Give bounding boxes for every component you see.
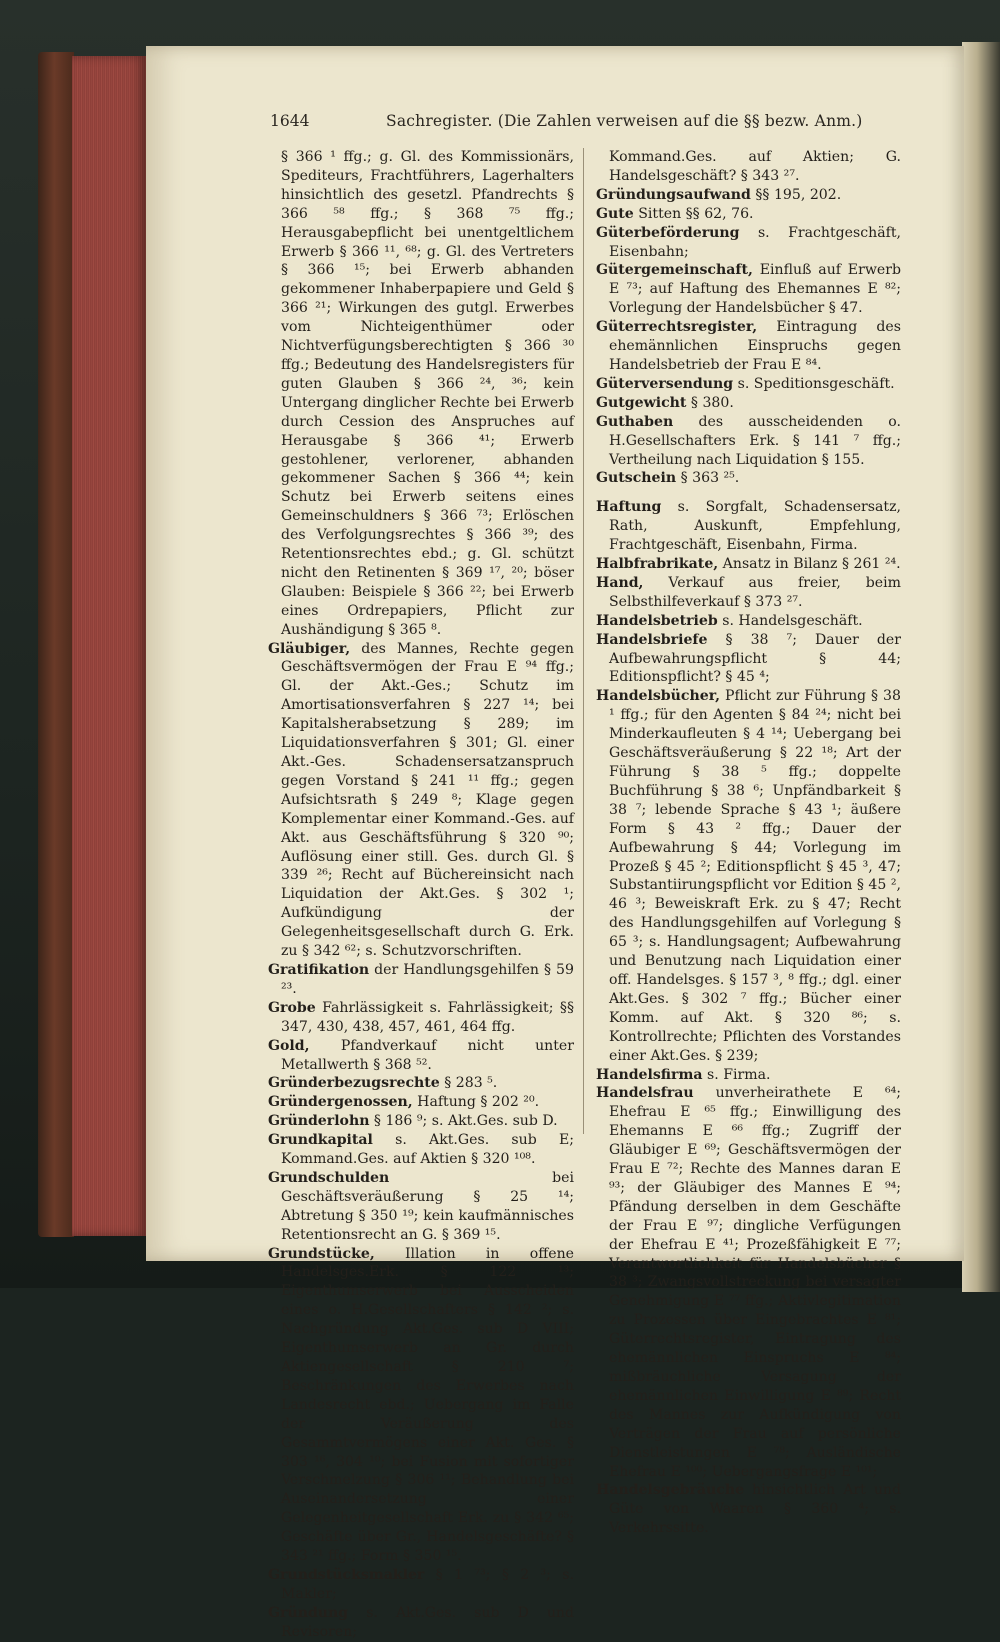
- entry-text: §§ 195, 202.: [750, 186, 842, 203]
- entry-text: § 380.: [686, 394, 734, 411]
- index-entry: [268, 999, 574, 1037]
- index-entry: [268, 1131, 574, 1169]
- entry-headword: Güterbeförderung: [596, 224, 740, 241]
- entry-text: s. Akt.Ges. sub D und Revisoren;: [281, 1604, 574, 1640]
- entry-headword: Gründergenossen,: [268, 1094, 413, 1111]
- book-cover-edge: [38, 52, 74, 1237]
- index-entry: [596, 261, 901, 318]
- index-entry: [596, 1066, 901, 1085]
- entry-text: des Mannes, Rechte gegen Geschäftsvermögen der Frau E ⁹⁴ ffg.; Gl. der Akt.-Ges.; Schutz im Amortisationsverfahren § 227 ¹⁴; bei Kapitalsherabsetzung § 289; im Liquidationsverfahren § 301; Gl. einer Akt.-Ges. Schadensersatzanspruch gegen Vorstand § 241 ¹¹ ffg.; gegen Aufsichtsrath § 249 ⁸; Klage gegen Komplementar einer Kommand.-Ges. auf Akt. aus Geschäftsführung § 320 ⁹⁰; Auflösung einer still. Ges. durch Gl. § 339 ²⁶; Recht auf Büchereinsicht nach Liquidation der Akt.Ges. § 302 ¹; Aufkündigung der Gelegenheitsgesellschaft durch G. Erk. zu § 342 ⁶²; s. Schutzvorschriften.: [281, 640, 574, 960]
- entry-headword: Hand,: [596, 574, 644, 591]
- entry-headword: Grobe: [268, 999, 316, 1016]
- entry-text: Pfandverkauf nicht unter Metallwerth § 368 ⁵².: [281, 1037, 574, 1073]
- entry-text: Pflicht zur Führung § 38 ¹ ffg.; für den Agenten § 84 ²⁴; nicht bei Minderkaufleuten § 4 ¹⁴; Uebergang bei Geschäftsveräußerung § 22 ¹⁸; Art der Führung § 38 ⁵ ffg.; doppelte Buchführung § 38 ⁶; Unpfändbarkeit § 38 ⁷; lebende Sprache § 43 ¹; äußere Form § 43 ² ffg.; Dauer der Aufbewahrung § 44; Vorlegung im Prozeß § 45 ²; Editionspflicht § 45 ³, 47; Substantiirungspflicht vor Edition § 45 ², 46 ³; Beweiskraft Erk. zu § 47; Recht des Handlungsgehilfen auf Vorlegung § 65 ³; s. Handlungsagent; Aufbewahrung und Benutzung nach Liquidation einer off. Handelsges. § 157 ³, ⁸ ffg.; dgl. einer Akt.Ges. § 302 ⁷ ffg.; Bücher einer Komm. auf Akt. § 320 ⁸⁶; s. Kontrollrechte; Pflichten des Vorstandes einer Akt.Ges. § 239;: [609, 688, 901, 1064]
- index-entry: [596, 186, 901, 205]
- entry-headword: Gutgewicht: [596, 394, 687, 411]
- entry-headword: Gutschein: [596, 470, 677, 487]
- index-entry: [268, 1245, 574, 1566]
- entry-text: Kommand.Ges. auf Aktien; G. Handelsgeschäft? § 343 ²⁷.: [609, 149, 901, 184]
- entry-headword: Grundstücksmakler: [268, 1566, 425, 1583]
- entry-text: Verkauf aus freier, beim Selbsthilfeverkauf § 373 ²⁷.: [609, 574, 901, 610]
- entry-headword: Halbfrabrikate,: [596, 556, 719, 573]
- entry-text: Illation in offene Handelsges.Erk. § 122 ¹³; Eigenthumserwerb bei Ausscheiden eines o. H.Gesellschafters § 142 ²; s. Nachgründung Akt.Ges. sub D VIII; Eigenthumserwerb an Gr. durch Aktiengesellschaft § 210 ⁷; Beschränkungen des Erwerbes nach Landesrecht ebd.; Uebergang im Falle der Veräußerung des Gesammtvermögens einer Akt. Ges. § 303 ¹⁶, 304 ¹⁰; bei Fusion mit sofortiger Verschmelzung § 306 ¹¹; Behandlung bei Auseinandersetzung einer Gelegenheitgesellschaft Erk. zu § 342 ⁶⁵; Geschäfte über Gr., Handelsgeschäfte? § 343 ²¹ ffg.; Form § 350 ¹⁵.: [281, 1245, 574, 1565]
- index-entry: [596, 498, 901, 555]
- entry-text: Einfluß auf Erwerb E ⁷³; auf Haftung des Ehemannes E ⁸²; Vorlegung der Handelsbücher § 47.: [609, 262, 901, 317]
- index-entry: [596, 375, 901, 394]
- index-entry: [596, 224, 901, 262]
- entry-text: Ansatz in Bilanz § 261 ²⁴.: [718, 556, 901, 573]
- index-entry: [596, 687, 901, 1065]
- entry-text: bei Geschäftsveräußerung § 25 ¹⁴; Abtretung § 350 ¹⁹; kein kaufmännisches Retentionsrecht an G. § 369 ¹⁵.: [281, 1169, 574, 1243]
- entry-headword: Handelsfirma: [596, 1066, 703, 1083]
- entry-headword: Gründerbezugsrechte: [268, 1075, 440, 1092]
- page-header: [270, 112, 920, 136]
- entry-headword: Gütergemeinschaft,: [596, 262, 753, 279]
- entry-text: Fahrlässigkeit s. Fahrlässigkeit; §§ 347, 430, 438, 457, 461, 464 ffg.: [281, 999, 574, 1035]
- entry-headword: Gold,: [268, 1037, 310, 1054]
- index-entry: [268, 1604, 574, 1642]
- entry-text: Eintragung des ehemännlichen Einspruchs gegen Handelsbetrieb der Frau E ⁸⁴.: [609, 319, 901, 373]
- entry-headword: Grundschulden: [268, 1169, 390, 1186]
- index-entry: [268, 1169, 574, 1245]
- entry-text: des ausscheidenden o. H.Gesellschafters Erk. § 141 ⁷ ffg.; Vertheilung nach Liquidation § 155.: [609, 413, 901, 468]
- entry-text: s. Frachtgeschäft, Eisenbahn;: [609, 224, 901, 260]
- entry-text: hinsichtlich Art und Güte von Waaren § 360 ⁴; s. Verkehrssitte.: [609, 1482, 901, 1537]
- entry-text: s. Sorgfalt, Schadensersatz, Rath, Auskunft, Empfehlung, Frachtgeschäft, Eisenbahn, Firma.: [609, 499, 901, 554]
- entry-text: § 363 ²⁵.: [676, 470, 740, 487]
- page-number: 1644: [270, 112, 310, 130]
- entry-headword: Handelsbriefe: [596, 631, 708, 648]
- entry-headword: Gute: [596, 205, 634, 222]
- entry-headword: Handelsbücher,: [596, 688, 721, 705]
- entry-headword: Gläubiger,: [268, 640, 351, 657]
- index-entry: [268, 1037, 574, 1075]
- entry-headword: Haftung: [596, 499, 662, 516]
- entry-headword: Guthaben: [596, 413, 674, 430]
- entry-text: § 283 ⁵.: [439, 1075, 498, 1092]
- left-column: [268, 148, 574, 1642]
- entry-headword: Güterrechtsregister,: [596, 319, 758, 336]
- entry-text: s. Firma.: [702, 1066, 771, 1083]
- entry-text: § 366 ¹ ffg.; g. Gl. des Kommissionärs, Spediteurs, Frachtführers, Lagerhalters hinsichtlich des gesetzl. Pfandrechts § 366 ⁵⁸ ffg.; § 368 ⁷⁵ ffg.; Herausgabepflicht bei unentgeltlichem Erwerb § 366 ¹¹, ⁶⁸; g. Gl. des Vertreters § 366 ¹⁵; bei Erwerb abhanden gekommener Inhaberpapiere und Geld § 366 ²¹; Wirkungen des gutgl. Erwerbes vom Nichteigenthümer oder Nichtverfügungsberechtigten § 366 ³⁰ ffg.; Bedeutung des Handelsregisters für guten Glauben § 366 ²⁴, ³⁶; kein Untergang dinglicher Rechte bei Erwerb durch Cession des Anspruches auf Herausgabe § 366 ⁴¹; Erwerb gestohlener, verlorener, abhanden gekommener Sachen § 366 ⁴⁴; kein Schutz bei Erwerb seitens eines Gemeinschuldners § 366 ⁷³; Erlöschen des Verfolgungsrechtes § 366 ³⁹; des Retentionsrechtes ebd.; g. Gl. schützt nicht den Retinenten § 369 ¹⁷, ²⁰; böser Glauben: Beispiele § 366 ²²; bei Erwerb eines Ordrepapiers, Pflicht zur Aushändigung § 365 ⁸.: [281, 149, 574, 638]
- index-entry: [268, 961, 574, 999]
- index-entry: [596, 1481, 901, 1538]
- column-rule: [583, 148, 584, 1134]
- index-entry: [268, 1112, 574, 1131]
- entry-headword: Grundstücke,: [268, 1245, 375, 1262]
- index-entry: [596, 469, 901, 488]
- index-entry: [596, 205, 901, 224]
- index-entry: [268, 148, 574, 640]
- facing-page-edge: [962, 42, 1000, 1292]
- index-entry: [596, 612, 901, 631]
- index-entry: [596, 555, 901, 574]
- index-entry: [268, 1566, 574, 1604]
- entry-headword: Gründerlohn: [268, 1113, 370, 1130]
- entry-text: § 38 ⁷; Dauer der Aufbewahrungspflicht § 44; Editionspflicht? § 45 ⁴;: [609, 631, 901, 686]
- running-title: Sachregister. (Die Zahlen verweisen auf die §§ bezw. Anm.): [386, 112, 863, 130]
- entry-headword: Gründungsaufwand: [596, 186, 751, 203]
- entry-text: s. Speditionsgeschäft.: [733, 375, 895, 392]
- entry-headword: Handelsgebräuche: [596, 1482, 745, 1499]
- index-entry: [268, 1074, 574, 1093]
- index-entry: [596, 631, 901, 688]
- entry-text: § 186 ⁹; s. Akt.Ges. sub D.: [369, 1113, 558, 1130]
- page-edges: [72, 56, 146, 1236]
- book-page: [146, 46, 964, 1640]
- entry-headword: Güterversendung: [596, 375, 734, 392]
- entry-text: Sitten §§ 62, 76.: [633, 205, 754, 222]
- index-entry: [596, 413, 901, 470]
- entry-headword: Gründung: [268, 1604, 349, 1621]
- index-entry: [268, 640, 574, 961]
- index-entry: [596, 148, 901, 186]
- entry-text: § 1 ⁷³; § 2 ³; s. Makler;: [281, 1566, 574, 1602]
- entry-headword: Handelsfrau: [596, 1085, 694, 1102]
- index-entry: [596, 574, 901, 612]
- entry-text: der Handlungsgehilfen § 59 ²³.: [281, 961, 574, 997]
- index-entry: [596, 394, 901, 413]
- entry-headword: Grundkapital: [268, 1132, 373, 1149]
- entry-text: s. Akt.Ges. sub E; Kommand.Ges. auf Aktien § 320 ¹⁰⁸.: [281, 1132, 574, 1168]
- entry-text: Haftung § 202 ²⁰.: [412, 1094, 540, 1111]
- right-column: [596, 148, 901, 1538]
- entry-text: unverheirathete E ⁶⁴; Ehefrau E ⁶⁵ ffg.; Einwilligung des Ehemanns E ⁶⁶ ffg.; Zugriff der Gläubiger E ⁶⁹; Geschäftsvermögen der Frau E ⁷²; Rechte des Mannes daran E ⁹³; der Gläubiger des Mannes E ⁹⁴; Pfändung derselben in dem Geschäfte der Frau E ⁹⁷; dingliche Verfügungen der Ehefrau E ⁴¹; Prozeßfähigkeit E ⁷⁷; Verantwortlichkeit für Handelsbücher § 38 ³; Zwangsvollstreckung bei versagter Genehmigung E ⁷⁷ ffg.; Aktivlegitimation zu Prozessen über Eingebrachtes E ⁸¹; Güterrechtsregister, Eintragung des ehemännlichen Einspruchs E ⁸⁴; mißbräuchliche Versagung der ehemännlichen Einwilligung E ⁸⁹; Recht des Mannes zur Aufkündigung von Verträgen der Frau auf persönliche Dienstleistungen E ⁷⁸; Ausländische Ehefrau E ¹⁰⁰; Uebergangsfrage E ¹⁰¹;: [609, 1085, 901, 1480]
- section-gap: [596, 488, 901, 498]
- index-entry: [596, 1084, 901, 1481]
- index-entry: [596, 318, 901, 375]
- index-entry: [268, 1093, 574, 1112]
- entry-headword: Handelsbetrieb: [596, 612, 718, 629]
- entry-headword: Gratifikation: [268, 961, 370, 978]
- entry-text: s. Handelsgeschäft.: [717, 612, 863, 629]
